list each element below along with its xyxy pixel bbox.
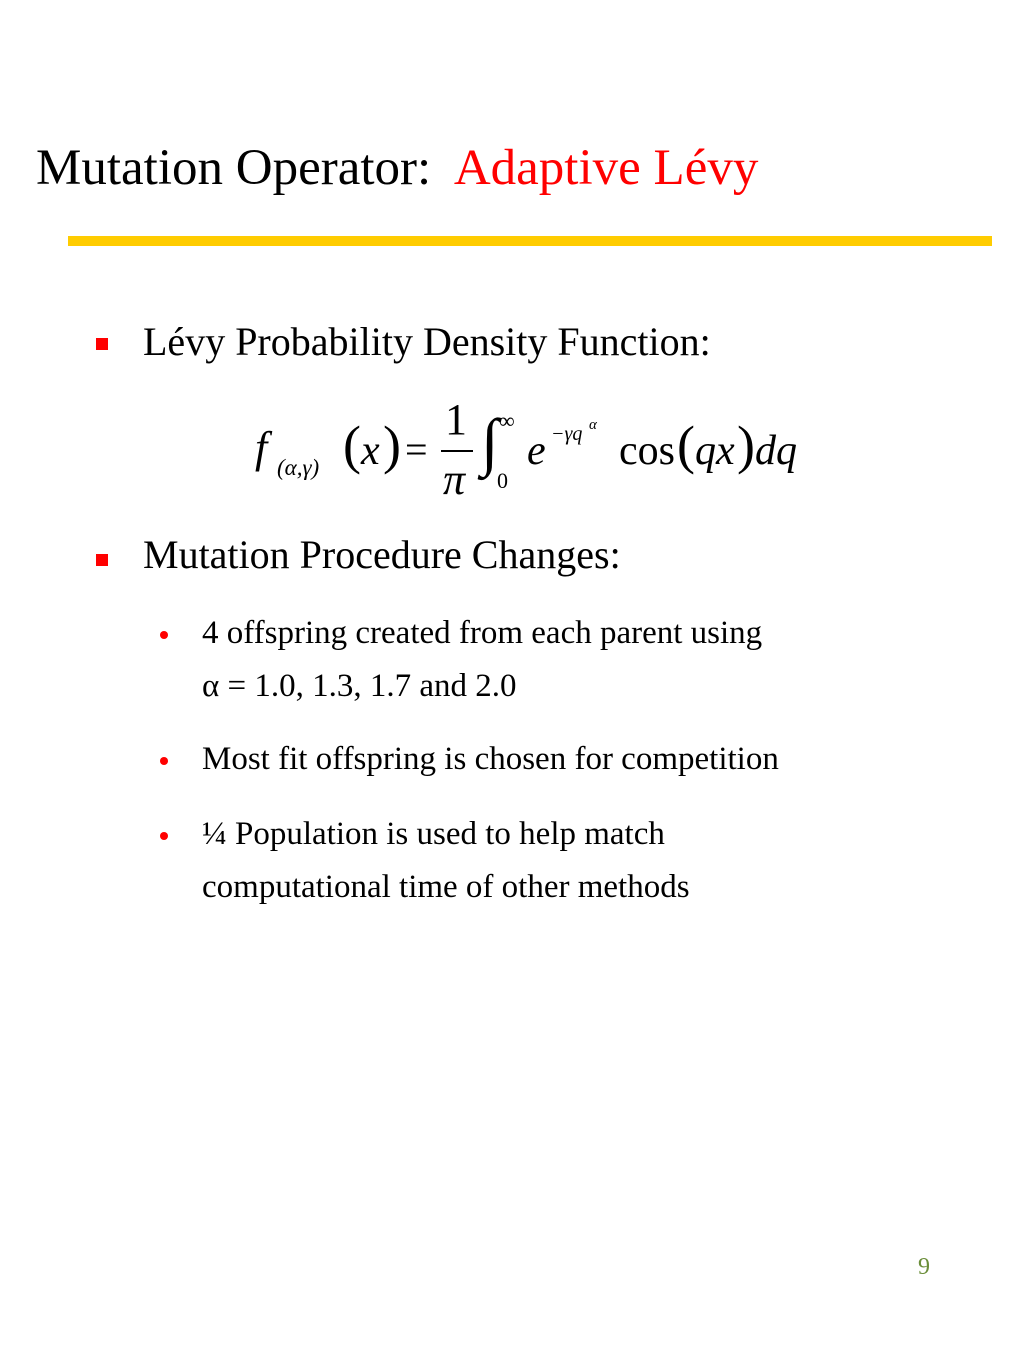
- bullet-levy-pdf: Lévy Probability Density Function:: [143, 319, 711, 364]
- formula-denominator: π: [443, 455, 466, 504]
- formula-qx: qx: [695, 428, 735, 474]
- formula-e: e: [527, 428, 546, 474]
- formula-lower-limit: 0: [497, 468, 508, 493]
- levy-pdf-formula: [255, 392, 815, 504]
- formula-exponent: −γq: [551, 423, 583, 445]
- square-bullet-icon: [96, 554, 108, 566]
- round-bullet-icon: [160, 832, 168, 840]
- formula-lparen: (: [343, 415, 361, 475]
- sub-item-population-line2: computational time of other methods: [202, 869, 690, 905]
- slide-title-accent: Adaptive Lévy: [453, 140, 759, 196]
- slide-title: [36, 136, 758, 200]
- formula-lparen2: (: [677, 415, 695, 475]
- fraction-bar: [441, 450, 473, 452]
- title-underline-rule: [68, 236, 992, 246]
- sub-item-offspring-line1: 4 offspring created from each parent using: [202, 615, 763, 651]
- formula-f: f: [255, 423, 268, 472]
- formula-upper-limit: ∞: [499, 408, 515, 433]
- page-number: 9: [918, 1254, 930, 1280]
- formula-subscript: (α,γ): [277, 455, 320, 480]
- round-bullet-icon: [160, 631, 168, 639]
- formula-equals: =: [405, 427, 428, 472]
- formula-rparen: ): [383, 415, 401, 475]
- formula-rparen2: ): [737, 415, 755, 475]
- sub-item-offspring-line2: α = 1.0, 1.3, 1.7 and 2.0: [202, 668, 517, 704]
- square-bullet-icon: [96, 338, 108, 350]
- formula-numerator: 1: [445, 395, 467, 444]
- formula-cos: cos: [619, 428, 675, 474]
- integral-icon: ∫: [481, 406, 499, 477]
- formula-dq: dq: [755, 428, 797, 474]
- slide-title-main: Mutation Operator:: [36, 140, 432, 196]
- sub-item-most-fit: Most fit offspring is chosen for competition: [202, 741, 779, 777]
- round-bullet-icon: [160, 757, 168, 765]
- formula-exponent-power: α: [589, 417, 597, 433]
- formula-x: x: [361, 428, 380, 474]
- sub-item-population-line1: ¼ Population is used to help match: [202, 816, 665, 852]
- bullet-mutation-procedure: Mutation Procedure Changes:: [143, 532, 621, 577]
